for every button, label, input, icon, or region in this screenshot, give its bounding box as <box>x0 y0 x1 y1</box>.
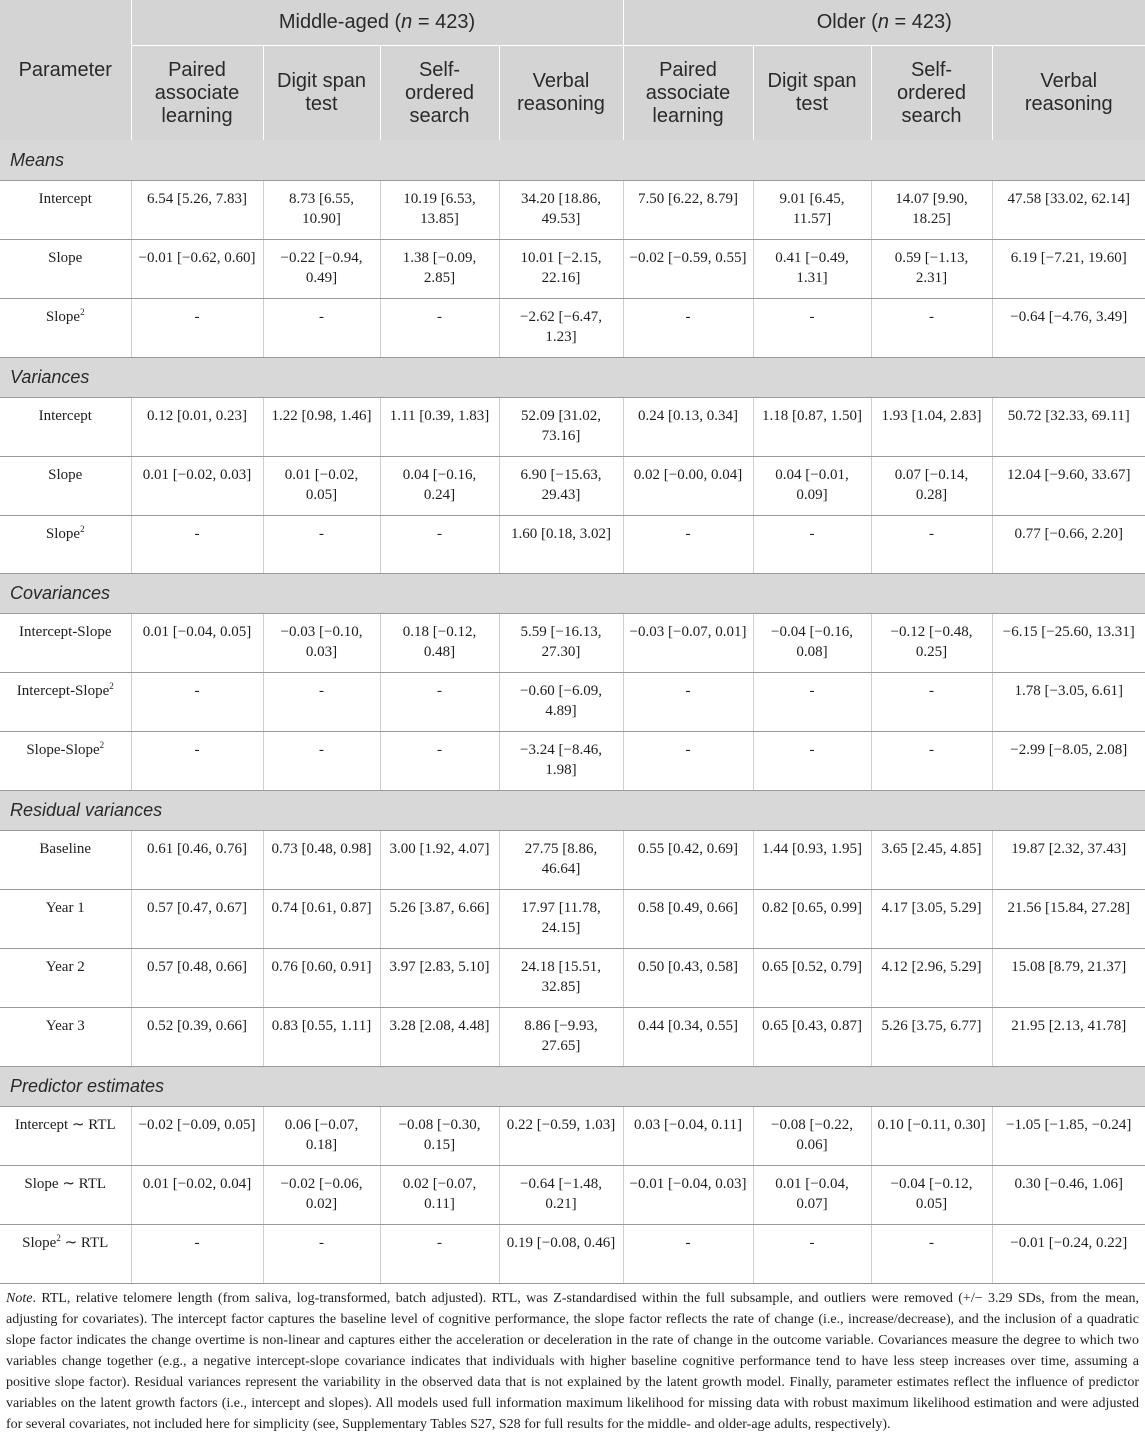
table-cell: 47.58 [33.02, 62.14] <box>992 180 1145 239</box>
column-header: Self-ordered search <box>380 46 499 141</box>
table-cell: −0.01 [−0.62, 0.60] <box>131 239 263 298</box>
table-cell: 8.86 [−9.93, 27.65] <box>499 1007 623 1066</box>
table-cell: - <box>623 515 753 573</box>
table-cell: 1.44 [0.93, 1.95] <box>753 830 871 889</box>
table-cell: 0.65 [0.52, 0.79] <box>753 948 871 1007</box>
table-cell: 52.09 [31.02, 73.16] <box>499 397 623 456</box>
section-residual-variances: Residual variances <box>0 790 1145 830</box>
table-cell: −6.15 [−25.60, 13.31] <box>992 613 1145 672</box>
table-cell: 21.56 [15.84, 27.28] <box>992 889 1145 948</box>
row-label: Intercept-Slope$^2$ <box>0 672 131 731</box>
table-cell: 0.61 [0.46, 0.76] <box>131 830 263 889</box>
table-cell: 0.74 [0.61, 0.87] <box>263 889 380 948</box>
table-cell: −0.22 [−0.94, 0.49] <box>263 239 380 298</box>
table-row <box>0 948 1145 1007</box>
table-cell: - <box>753 1224 871 1283</box>
table-cell: 34.20 [18.86, 49.53] <box>499 180 623 239</box>
older-group-header: Older (n = 423) <box>623 0 1145 46</box>
table-cell: - <box>753 672 871 731</box>
table-cell: 5.59 [−16.13, 27.30] <box>499 613 623 672</box>
table-cell: 0.01 [−0.04, 0.05] <box>131 613 263 672</box>
table-cell: - <box>263 1224 380 1283</box>
table-cell: 4.12 [2.96, 5.29] <box>871 948 992 1007</box>
column-header: Paired associate learning <box>623 46 753 141</box>
table-cell: 21.95 [2.13, 41.78] <box>992 1007 1145 1066</box>
table-cell: 0.52 [0.39, 0.66] <box>131 1007 263 1066</box>
table-cell: −1.05 [−1.85, −0.24] <box>992 1106 1145 1165</box>
row-label: Intercept <box>0 397 131 456</box>
row-label: Slope$^2$ ∼ RTL <box>0 1224 131 1283</box>
table-cell: 0.03 [−0.04, 0.11] <box>623 1106 753 1165</box>
table-cell: 0.10 [−0.11, 0.30] <box>871 1106 992 1165</box>
table-cell: 0.06 [−0.07, 0.18] <box>263 1106 380 1165</box>
table-cell: - <box>871 731 992 790</box>
table-cell: 0.73 [0.48, 0.98] <box>263 830 380 889</box>
table-cell: −0.60 [−6.09, 4.89] <box>499 672 623 731</box>
row-label: Intercept-Slope <box>0 613 131 672</box>
column-header-row <box>0 46 1145 141</box>
table-cell: 1.11 [0.39, 1.83] <box>380 397 499 456</box>
table-cell: 7.50 [6.22, 8.79] <box>623 180 753 239</box>
column-header: Verbal reasoning <box>992 46 1145 141</box>
column-header: Self-ordered search <box>871 46 992 141</box>
row-label: Baseline <box>0 830 131 889</box>
table-cell: 3.97 [2.83, 5.10] <box>380 948 499 1007</box>
table-cell: −0.64 [−1.48, 0.21] <box>499 1165 623 1224</box>
parameter-header: Parameter <box>0 0 131 140</box>
table-cell: - <box>380 672 499 731</box>
table-cell: −0.03 [−0.07, 0.01] <box>623 613 753 672</box>
table-cell: - <box>753 515 871 573</box>
table-cell: 0.22 [−0.59, 1.03] <box>499 1106 623 1165</box>
row-label: Year 3 <box>0 1007 131 1066</box>
table-cell: 0.57 [0.47, 0.67] <box>131 889 263 948</box>
table-cell: 1.38 [−0.09, 2.85] <box>380 239 499 298</box>
table-cell: - <box>623 731 753 790</box>
section-variances: Variances <box>0 357 1145 397</box>
row-label: Slope <box>0 456 131 515</box>
table-cell: 1.78 [−3.05, 6.61] <box>992 672 1145 731</box>
table-cell: 1.93 [1.04, 2.83] <box>871 397 992 456</box>
column-header: Paired associate learning <box>131 46 263 141</box>
table-cell: - <box>131 731 263 790</box>
table-row <box>0 830 1145 889</box>
table-cell: 0.41 [−0.49, 1.31] <box>753 239 871 298</box>
table-cell: 0.12 [0.01, 0.23] <box>131 397 263 456</box>
table-cell: - <box>131 298 263 357</box>
table-cell: 0.58 [0.49, 0.66] <box>623 889 753 948</box>
table-cell: - <box>623 1224 753 1283</box>
section-predictor-estimates: Predictor estimates <box>0 1066 1145 1106</box>
row-label: Slope$^2$ <box>0 515 131 573</box>
row-label: Slope ∼ RTL <box>0 1165 131 1224</box>
table-cell: 0.19 [−0.08, 0.46] <box>499 1224 623 1283</box>
table-row <box>0 298 1145 357</box>
table-cell: - <box>263 298 380 357</box>
table-cell: −0.64 [−4.76, 3.49] <box>992 298 1145 357</box>
table-cell: 0.02 [−0.07, 0.11] <box>380 1165 499 1224</box>
row-label: Intercept ∼ RTL <box>0 1106 131 1165</box>
table-cell: 0.65 [0.43, 0.87] <box>753 1007 871 1066</box>
table-cell: - <box>871 515 992 573</box>
table-cell: −0.02 [−0.09, 0.05] <box>131 1106 263 1165</box>
table-cell: 3.28 [2.08, 4.48] <box>380 1007 499 1066</box>
table-cell: 0.01 [−0.02, 0.03] <box>131 456 263 515</box>
table-cell: −2.62 [−6.47, 1.23] <box>499 298 623 357</box>
table-cell: - <box>131 1224 263 1283</box>
table-cell: 24.18 [15.51, 32.85] <box>499 948 623 1007</box>
table-cell: −0.02 [−0.59, 0.55] <box>623 239 753 298</box>
note-text: . RTL, relative telomere length (from saliva, log-transformed, batch adjusted). RTL, was Z-standardised within the full subsample, and outliers were removed (+/− 3.29 SDs, from the mean, adjusting for covariates). The intercept factor captures the baseline level of cognitive performance, the slope factor reflects the rate of change (i.e., increase/decrease), and the inclusion of a quadratic slope factor indicates the change overtime is non-linear and captures either the acceleration or deceleration in the rate of change in the outcome variable. Covariances measure the degree to which two variables change together (e.g., a negative intercept-slope covariance indicates that individuals with higher baseline cognitive performance tend to have less steep increases over time, assuming a positive slope factor). Residual variances represent the variability in the observed data that is not explained by the latent growth model. Finally, parameter estimates reflect the influence of predictor variables on the latent growth factors (i.e., intercept and slopes). All models used full information maximum likelihood for missing data with robust maximum likelihood estimation and were adjusted for several covariates, not included here for simplicity (see, Supplementary Tables S27, S28 for full results for the middle- and older-age adults, respectively). <box>6 1290 1139 1432</box>
table-cell: 50.72 [32.33, 69.11] <box>992 397 1145 456</box>
table-cell: 5.26 [3.87, 6.66] <box>380 889 499 948</box>
table-cell: 3.00 [1.92, 4.07] <box>380 830 499 889</box>
table-cell: 1.60 [0.18, 3.02] <box>499 515 623 573</box>
table-cell: −0.12 [−0.48, 0.25] <box>871 613 992 672</box>
table-cell: −3.24 [−8.46, 1.98] <box>499 731 623 790</box>
table-cell: - <box>871 298 992 357</box>
row-label: Intercept <box>0 180 131 239</box>
table-cell: −0.08 [−0.22, 0.06] <box>753 1106 871 1165</box>
table-row <box>0 613 1145 672</box>
table-cell: - <box>623 298 753 357</box>
table-cell: - <box>380 1224 499 1283</box>
table-cell: 0.01 [−0.02, 0.04] <box>131 1165 263 1224</box>
table-cell: 0.02 [−0.00, 0.04] <box>623 456 753 515</box>
table-cell: - <box>380 515 499 573</box>
column-header: Digit span test <box>753 46 871 141</box>
table-cell: 0.83 [0.55, 1.11] <box>263 1007 380 1066</box>
table-cell: 0.18 [−0.12, 0.48] <box>380 613 499 672</box>
table-cell: −0.02 [−0.06, 0.02] <box>263 1165 380 1224</box>
table-row <box>0 180 1145 239</box>
table-cell: - <box>623 672 753 731</box>
table-cell: 4.17 [3.05, 5.29] <box>871 889 992 948</box>
table-cell: −0.01 [−0.24, 0.22] <box>992 1224 1145 1283</box>
table-cell: - <box>263 515 380 573</box>
row-label: Slope <box>0 239 131 298</box>
row-label: Slope-Slope$^2$ <box>0 731 131 790</box>
table-cell: - <box>380 298 499 357</box>
table-cell: 0.76 [0.60, 0.91] <box>263 948 380 1007</box>
table-cell: 3.65 [2.45, 4.85] <box>871 830 992 889</box>
column-header: Verbal reasoning <box>499 46 623 141</box>
row-label: Slope$^2$ <box>0 298 131 357</box>
table-cell: 0.30 [−0.46, 1.06] <box>992 1165 1145 1224</box>
table-cell: - <box>131 515 263 573</box>
table-row <box>0 456 1145 515</box>
table-row <box>0 1007 1145 1066</box>
table-cell: - <box>753 298 871 357</box>
row-label: Year 1 <box>0 889 131 948</box>
table-cell: 10.19 [6.53, 13.85] <box>380 180 499 239</box>
table-cell: - <box>753 731 871 790</box>
table-cell: −0.01 [−0.04, 0.03] <box>623 1165 753 1224</box>
table-row <box>0 515 1145 573</box>
note-label: Note <box>6 1290 33 1306</box>
table-cell: - <box>131 672 263 731</box>
table-cell: 6.90 [−15.63, 29.43] <box>499 456 623 515</box>
table-row <box>0 889 1145 948</box>
table-cell: 0.01 [−0.02, 0.05] <box>263 456 380 515</box>
table-cell: 6.19 [−7.21, 19.60] <box>992 239 1145 298</box>
table-cell: 0.44 [0.34, 0.55] <box>623 1007 753 1066</box>
table-row <box>0 239 1145 298</box>
section-means: Means <box>0 140 1145 180</box>
section-covariances: Covariances <box>0 573 1145 613</box>
table-row <box>0 1106 1145 1165</box>
table-row <box>0 397 1145 456</box>
table-cell: −0.04 [−0.16, 0.08] <box>753 613 871 672</box>
table-cell: 14.07 [9.90, 18.25] <box>871 180 992 239</box>
table-row <box>0 672 1145 731</box>
table-cell: 0.04 [−0.16, 0.24] <box>380 456 499 515</box>
table-cell: 17.97 [11.78, 24.15] <box>499 889 623 948</box>
column-header: Digit span test <box>263 46 380 141</box>
table-cell: 19.87 [2.32, 37.43] <box>992 830 1145 889</box>
table-cell: - <box>871 1224 992 1283</box>
table-row <box>0 1224 1145 1283</box>
table-cell: 0.77 [−0.66, 2.20] <box>992 515 1145 573</box>
table-cell: - <box>263 672 380 731</box>
table-cell: 6.54 [5.26, 7.83] <box>131 180 263 239</box>
table-cell: −0.03 [−0.10, 0.03] <box>263 613 380 672</box>
table-cell: 12.04 [−9.60, 33.67] <box>992 456 1145 515</box>
table-cell: 15.08 [8.79, 21.37] <box>992 948 1145 1007</box>
table-cell: −2.99 [−8.05, 2.08] <box>992 731 1145 790</box>
table-cell: 0.59 [−1.13, 2.31] <box>871 239 992 298</box>
row-label: Year 2 <box>0 948 131 1007</box>
table-cell: 5.26 [3.75, 6.77] <box>871 1007 992 1066</box>
table-row <box>0 731 1145 790</box>
middle-aged-group-header: Middle-aged (n = 423) <box>131 0 623 46</box>
table-cell: 0.82 [0.65, 0.99] <box>753 889 871 948</box>
table-cell: 0.01 [−0.04, 0.07] <box>753 1165 871 1224</box>
table-cell: 0.04 [−0.01, 0.09] <box>753 456 871 515</box>
table-cell: 1.22 [0.98, 1.46] <box>263 397 380 456</box>
table-cell: −0.08 [−0.30, 0.15] <box>380 1106 499 1165</box>
table-row <box>0 1165 1145 1224</box>
table-cell: −0.04 [−0.12, 0.05] <box>871 1165 992 1224</box>
table-cell: 0.07 [−0.14, 0.28] <box>871 456 992 515</box>
table-cell: 0.57 [0.48, 0.66] <box>131 948 263 1007</box>
table-cell: 9.01 [6.45, 11.57] <box>753 180 871 239</box>
table-cell: 8.73 [6.55, 10.90] <box>263 180 380 239</box>
table-cell: 10.01 [−2.15, 22.16] <box>499 239 623 298</box>
table-cell: 0.55 [0.42, 0.69] <box>623 830 753 889</box>
table-cell: - <box>871 672 992 731</box>
table-cell: - <box>380 731 499 790</box>
table-cell: 27.75 [8.86, 46.64] <box>499 830 623 889</box>
table-cell: 0.24 [0.13, 0.34] <box>623 397 753 456</box>
table-cell: 0.50 [0.43, 0.58] <box>623 948 753 1007</box>
table-cell: - <box>263 731 380 790</box>
table-cell: 1.18 [0.87, 1.50] <box>753 397 871 456</box>
table-note <box>0 1284 1145 1435</box>
